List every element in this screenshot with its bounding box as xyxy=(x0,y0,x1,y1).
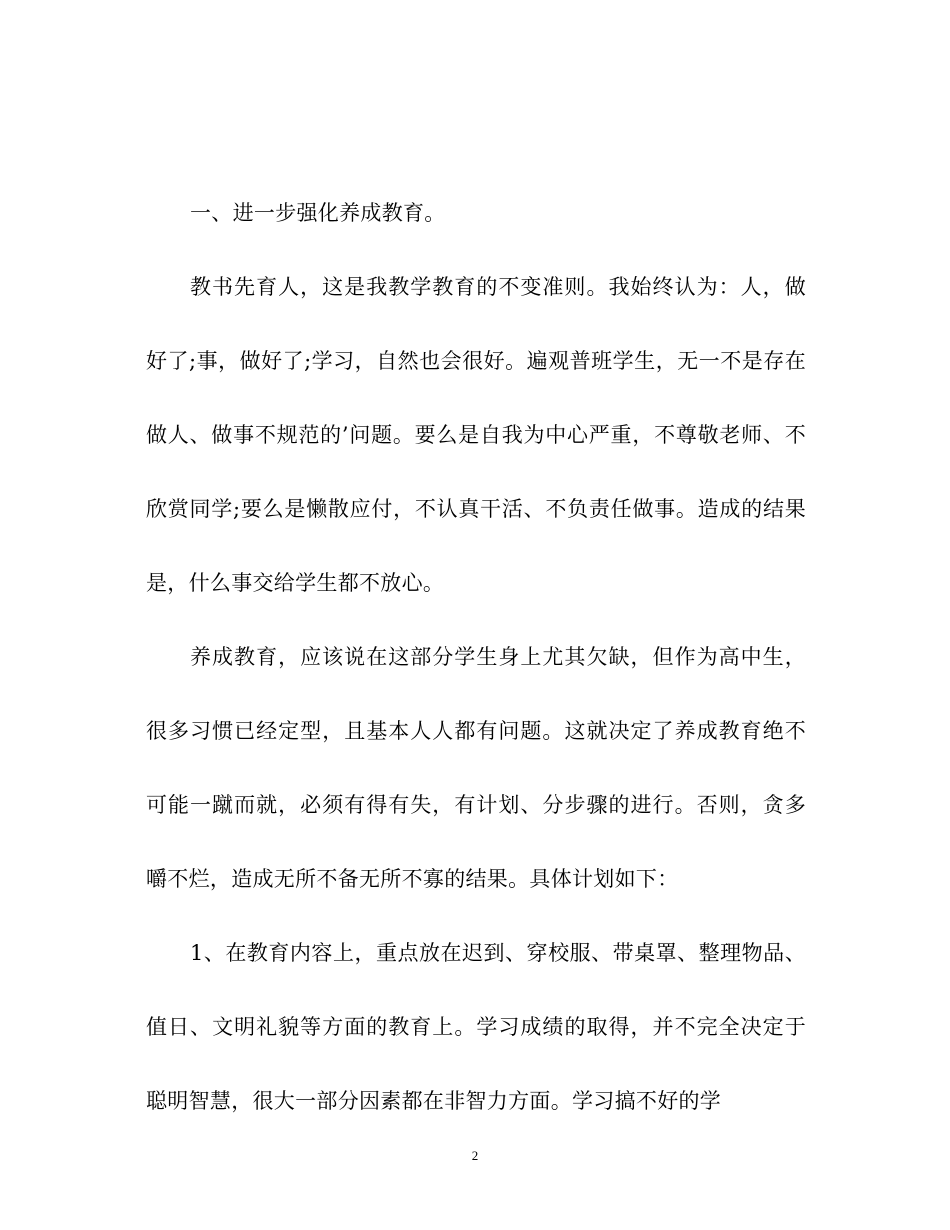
paragraph: 养成教育，应该说在这部分学生身上尤其欠缺，但作为高中生，很多习惯已经定型，且基本人人都有问题。这就决定了养成教育绝不可能一蹴而就，必须有得有失，有计划、分步骤的进行。否则，贪多嚼不烂，造成无所不备无所不寡的结果。具体计划如下： xyxy=(146,645,806,891)
document-body xyxy=(146,176,806,1138)
paragraph: 1、在教育内容上，重点放在迟到、穿校服、带桌罩、整理物品、值日、文明礼貌等方面的教育上。学习成绩的取得，并不完全决定于聪明智慧，很大一部分因素都在非智力方面。学习搞不好的学 xyxy=(146,941,806,1113)
page-number: 2 xyxy=(471,1148,479,1163)
paragraph-heading: 一、进一步强化养成教育。 xyxy=(190,201,446,225)
paragraph: 教书先育人，这是我教学教育的不变准则。我始终认为：人，做好了;事，做好了;学习，自然也会很好。遍观普班学生，无一不是存在做人、做事不规范的’问题。要么是自我为中心严重，不尊敬老师、不欣赏同学;要么是懒散应付，不认真干活、不负责任做事。造成的结果是，什么事交给学生都不放心。 xyxy=(146,275,806,595)
